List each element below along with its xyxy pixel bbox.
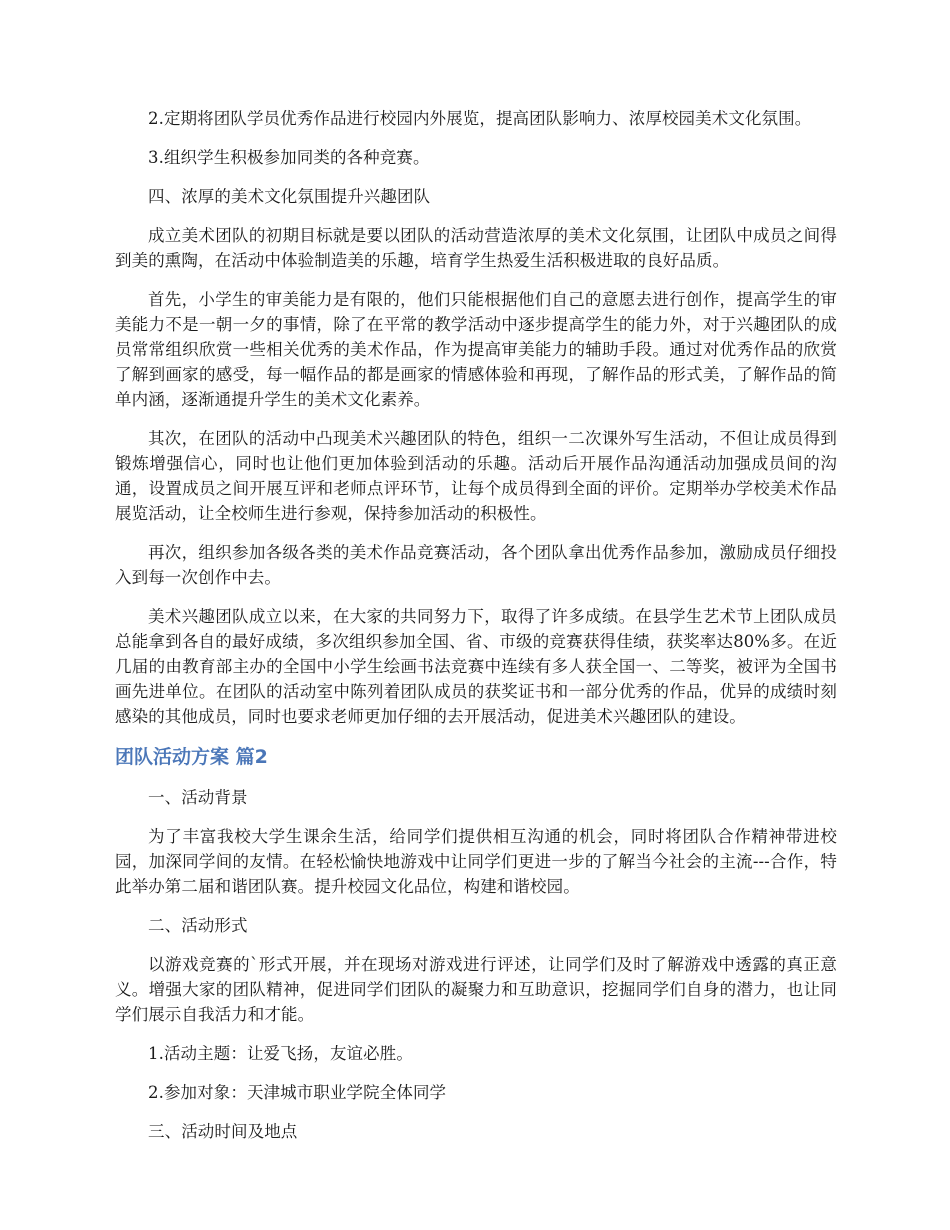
section-heading: 团队活动方案 篇2 (115, 746, 268, 768)
paragraph: 再次，组织参加各级各类的美术作品竞赛活动，各个团队拿出优秀作品参加，激励成员仔细投入到每一次创作中去。 (115, 543, 837, 587)
paragraph: 其次，在团队的活动中凸现美术兴趣团队的特色，组织一二次课外写生活动，不但让成员得到锻炼增强信心，同时也让他们更加体验到活动的乐趣。活动后开展作品沟通活动加强成员间的沟通，设置成员之间开展互评和老师点评环节，让每个成员得到全面的评价。定期举办学校美术作品展览活动，让全校师生进行参观，保持参加活动的积极性。 (115, 429, 837, 523)
paragraph: 2.定期将团队学员优秀作品进行校园内外展览，提高团队影响力、浓厚校园美术文化氛围。 (148, 109, 812, 128)
document-page (115, 106, 837, 1158)
paragraph: 1.活动主题：让爱飞扬，友谊必胜。 (148, 1044, 413, 1063)
paragraph: 为了丰富我校大学生课余生活，给同学们提供相互沟通的机会，同时将团队合作精神带进校园，加深同学间的友情。在轻松愉快地游戏中让同学们更进一步的了解当今社会的主流---合作，特此举办第二届和谐团队赛。提升校园文化品位，构建和谐校园。 (115, 827, 837, 896)
paragraph: 首先，小学生的审美能力是有限的，他们只能根据他们自己的意愿去进行创作，提高学生的审美能力不是一朝一夕的事情，除了在平常的教学活动中逐步提高学生的能力外，对于兴趣团队的成员常常组织欣赏一些相关优秀的美术作品，作为提高审美能力的辅助手段。通过对优秀作品的欣赏了解到画家的感受，每一幅作品的都是画家的情感体验和再现，了解作品的形式美，了解作品的简单内涵，逐渐通提升学生的美术文化素养。 (115, 290, 837, 409)
paragraph: 成立美术团队的初期目标就是要以团队的活动营造浓厚的美术文化氛围，让团队中成员之间得到美的熏陶，在活动中体验制造美的乐趣，培育学生热爱生活积极进取的良好品质。 (115, 226, 837, 270)
paragraph: 以游戏竞赛的`形式开展，并在现场对游戏进行评述，让同学们及时了解游戏中透露的真正意义。增强大家的团队精神，促进同学们团队的凝聚力和互助意识，挖掘同学们自身的潜力，也让同学们展示自我活力和才能。 (115, 955, 837, 1024)
section-subheading: 四、浓厚的美术文化氛围提升兴趣团队 (148, 187, 431, 206)
section-subheading: 一、活动背景 (148, 788, 248, 807)
section-subheading: 二、活动形式 (148, 916, 248, 935)
paragraph: 美术兴趣团队成立以来，在大家的共同努力下，取得了许多成绩。在县学生艺术节上团队成员总能拿到各自的最好成绩，多次组织参加全国、省、市级的竞赛获得佳绩，获奖率达80%多。在近几届的由教育部主办的全国中小学生绘画书法竞赛中连续有多人获全国一、二等奖，被评为全国书画先进单位。在团队的活动室中陈列着团队成员的获奖证书和一部分优秀的作品，优异的成绩时刻感染的其他成员，同时也要求老师更加仔细的去开展活动，促进美术兴趣团队的建设。 (115, 607, 837, 726)
section-subheading: 三、活动时间及地点 (148, 1122, 298, 1141)
paragraph: 2.参加对象：天津城市职业学院全体同学 (148, 1083, 447, 1102)
paragraph: 3.组织学生积极参加同类的各种竞赛。 (148, 148, 430, 167)
